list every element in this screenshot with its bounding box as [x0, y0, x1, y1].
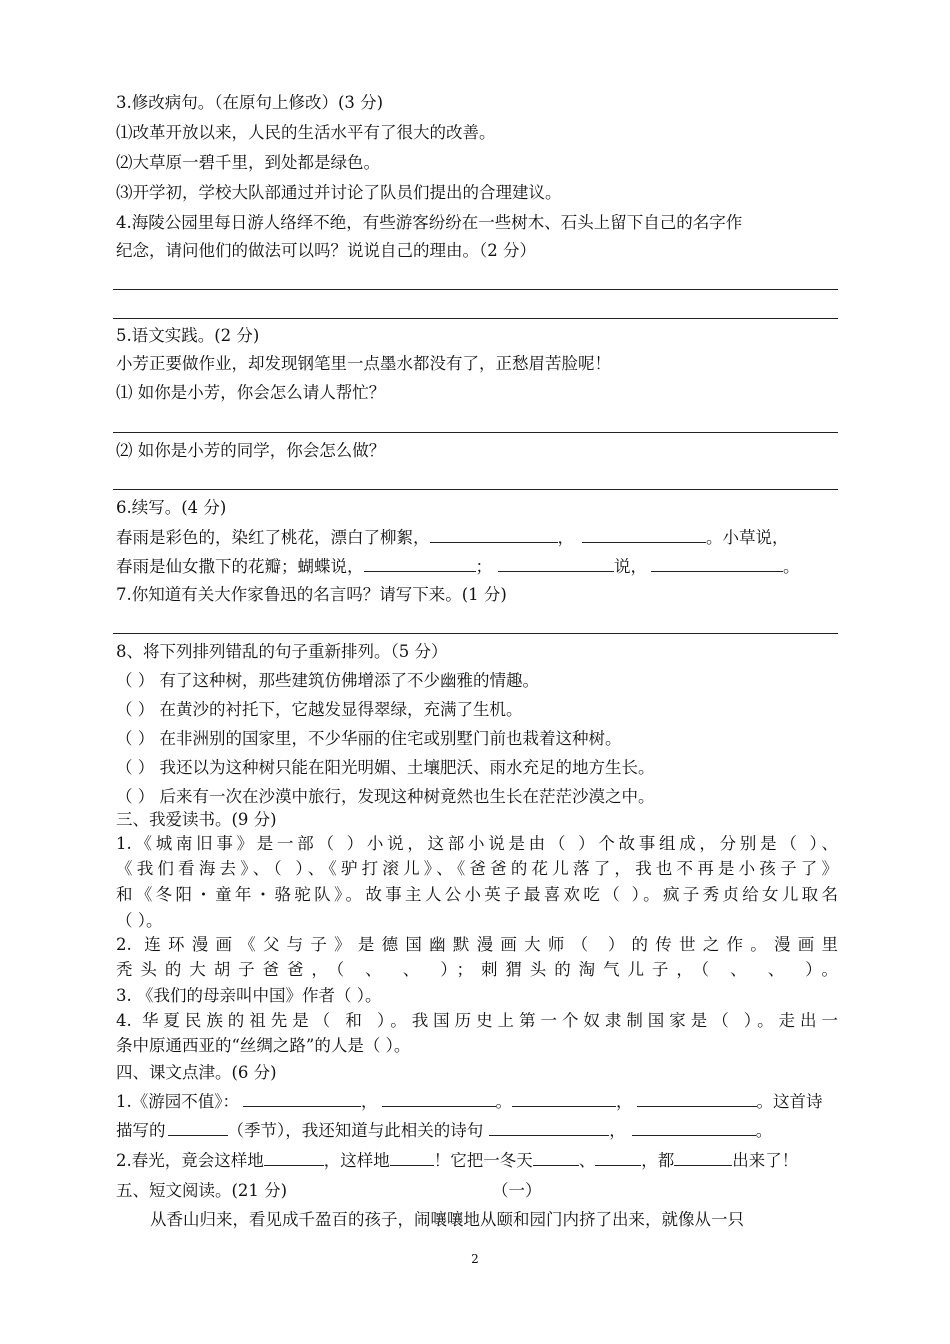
q6-line-2 — [116, 556, 800, 578]
s4-blank-6[interactable] — [489, 1120, 609, 1136]
s3-line: （ ）。 — [116, 911, 163, 930]
s3-line: 2. 连环漫画《父与子》是德国幽默漫画大师（ ）的传世之作。漫画里 — [116, 935, 838, 954]
s4-blank-11[interactable] — [595, 1150, 641, 1166]
q6-blank-3[interactable] — [364, 556, 476, 572]
s5-part-label: （一） — [492, 1181, 542, 1200]
q5-answer-line-2[interactable] — [113, 489, 838, 490]
q8-text: 后来有一次在沙漠中旅行，发现这种树竟然也生长在茫茫沙漠之中。 — [159, 787, 655, 806]
q6-blank-2[interactable] — [582, 527, 706, 543]
q3-item-2: ⑵大草原一碧千里，到处都是绿色。 — [116, 153, 380, 172]
q8-item — [116, 728, 622, 750]
q8-text: 在黄沙的衬托下，它越发显得翠绿，充满了生机。 — [159, 700, 523, 719]
q4-line-2: 纪念，请问他们的做法可以吗？说说自己的理由。（2 分） — [116, 241, 536, 260]
s3-title: 三、我爱读书。(9 分) — [116, 810, 277, 829]
s4-blank-1[interactable] — [243, 1091, 361, 1107]
s4-text-1b: ， — [361, 1092, 378, 1111]
s4-text-3c: ！它把一冬天 — [433, 1151, 533, 1170]
q4-answer-line-1[interactable] — [113, 289, 838, 290]
q5-intro: 小芳正要做作业，却发现钢笔里一点墨水都没有了，正愁眉苦脸呢！ — [116, 354, 611, 373]
s4-text-1d: ， — [616, 1092, 633, 1111]
s4-blank-4[interactable] — [637, 1091, 757, 1107]
q3-item-1: ⑴改革开放以来，人民的生活水平有了很大的改善。 — [116, 123, 496, 142]
s4-text-1c: 。 — [495, 1092, 512, 1111]
s5-title: 五、短文阅读。(21 分) — [116, 1181, 288, 1200]
q8-paren[interactable]: （ ） — [116, 729, 155, 748]
q8-paren[interactable]: （ ） — [116, 787, 155, 806]
q5-title: 5.语文实践。(2 分) — [116, 326, 260, 345]
q7-answer-line[interactable] — [113, 633, 838, 634]
s3-line: 秃头的大胡子爸爸，（ 、 、 ）；刺猬头的淘气儿子，（ 、 、 ）。 — [116, 960, 838, 979]
q3-title: 3.修改病句。（在原句上修改）(3 分) — [116, 93, 384, 112]
s4-text-3b: ，这样地 — [323, 1151, 390, 1170]
q6-blank-1[interactable] — [430, 527, 558, 543]
s4-blank-7[interactable] — [632, 1120, 756, 1136]
s4-blank-10[interactable] — [533, 1150, 579, 1166]
q5-sub-2: ⑵ 如你是小芳的同学，你会怎么做？ — [116, 441, 386, 460]
q5-answer-line-1[interactable] — [113, 432, 838, 433]
q6-text-2b: ； — [475, 557, 492, 576]
s4-line-2 — [116, 1120, 772, 1142]
s3-line: 1.《城南旧事》是一部（ ）小说，这部小说是由（ ）个故事组成，分别是（ ）、 — [116, 834, 838, 853]
q8-item — [116, 786, 655, 808]
s4-text-2d: 。 — [755, 1121, 773, 1140]
q8-text: 在非洲别的国家里，不少华丽的住宅或别墅门前也栽着这种树。 — [159, 729, 622, 748]
s3-line: 4. 华夏民族的祖先是（ 和 ）。我国历史上第一个奴隶制国家是（ ）。走出一 — [116, 1011, 838, 1030]
s3-line: 和《冬阳・童年・骆驼队》。故事主人公小英子最喜欢吃（ ）。疯子秀贞给女儿取名 — [116, 885, 838, 904]
q6-text-2a: 春雨是仙女撒下的花瓣；蝴蝶说， — [116, 557, 364, 576]
q8-paren[interactable]: （ ） — [116, 671, 155, 690]
s4-text-1e: 。这首诗 — [756, 1092, 823, 1111]
s4-title: 四、课文点津。(6 分) — [116, 1063, 277, 1082]
q5-sub-1: ⑴ 如你是小芳，你会怎么请人帮忙？ — [116, 383, 386, 402]
s4-blank-12[interactable] — [674, 1150, 732, 1166]
q6-title: 6.续写。(4 分) — [116, 498, 227, 517]
q7-title: 7.你知道有关大作家鲁迅的名言吗？请写下来。(1 分) — [116, 585, 507, 604]
q4-answer-line-2[interactable] — [113, 318, 838, 319]
s4-text-2c: ， — [609, 1121, 626, 1140]
s4-text-2a: 描写的 — [116, 1121, 166, 1140]
q8-item — [116, 699, 523, 721]
s4-line-3 — [116, 1150, 798, 1172]
s4-blank-2[interactable] — [382, 1091, 496, 1107]
q6-text-2d: 。 — [783, 557, 800, 576]
s4-blank-8[interactable] — [264, 1150, 324, 1166]
s3-line: 《我们看海去》、（ ）、《驴打滚儿》、《爸爸的花儿落了，我也不再是小孩子了》 — [116, 859, 838, 878]
q6-blank-4[interactable] — [498, 556, 614, 572]
s4-blank-5[interactable] — [168, 1120, 228, 1136]
s4-line-1 — [116, 1091, 823, 1113]
s4-blank-3[interactable] — [512, 1091, 616, 1107]
q3-item-3: ⑶开学初，学校大队部通过并讨论了队员们提出的合理建议。 — [116, 183, 562, 202]
s4-text-1a: 1.《游园不值》： — [116, 1092, 239, 1111]
q8-item — [116, 670, 539, 692]
q6-blank-5[interactable] — [651, 556, 783, 572]
s4-text-2b: （季节），我还知道与此相关的诗句 — [227, 1121, 484, 1140]
q8-text: 有了这种树，那些建筑仿佛增添了不少幽雅的情趣。 — [159, 671, 539, 690]
q8-text: 我还以为这种树只能在阳光明媚、土壤肥沃、雨水充足的地方生长。 — [159, 758, 655, 777]
q8-item — [116, 757, 655, 779]
s4-text-3d: 、 — [578, 1151, 596, 1170]
q6-text-1a: 春雨是彩色的，染红了桃花，漂白了柳絮， — [116, 528, 430, 547]
s3-line: 3. 《我们的母亲叫中国》作者（ ）。 — [116, 986, 382, 1005]
s4-blank-9[interactable] — [390, 1150, 434, 1166]
q8-paren[interactable]: （ ） — [116, 758, 155, 777]
q6-text-1c: 。小草说， — [706, 528, 789, 547]
q6-line-1 — [116, 527, 789, 549]
s3-line: 条中原通西亚的“丝绸之路”的人是（ ）。 — [116, 1036, 411, 1055]
q4-line-1: 4.海陵公园里每日游人络绎不绝，有些游客纷纷在一些树木、石头上留下自己的名字作 — [116, 213, 743, 232]
s4-text-3f: 出来了！ — [732, 1151, 799, 1170]
q6-text-1b: ， — [557, 528, 574, 547]
page-number: 2 — [471, 1252, 479, 1266]
q6-text-2c: 说， — [614, 557, 647, 576]
s4-text-3a: 2.春光，竟会这样地 — [116, 1151, 264, 1170]
q8-paren[interactable]: （ ） — [116, 700, 155, 719]
s4-text-3e: ，都 — [641, 1151, 675, 1170]
s5-paragraph: 从香山归来，看见成千盈百的孩子，闹嚷嚷地从颐和园门内挤了出来，就像从一只 — [150, 1210, 744, 1229]
q8-title: 8、将下列排列错乱的句子重新排列。（5 分） — [116, 642, 448, 661]
